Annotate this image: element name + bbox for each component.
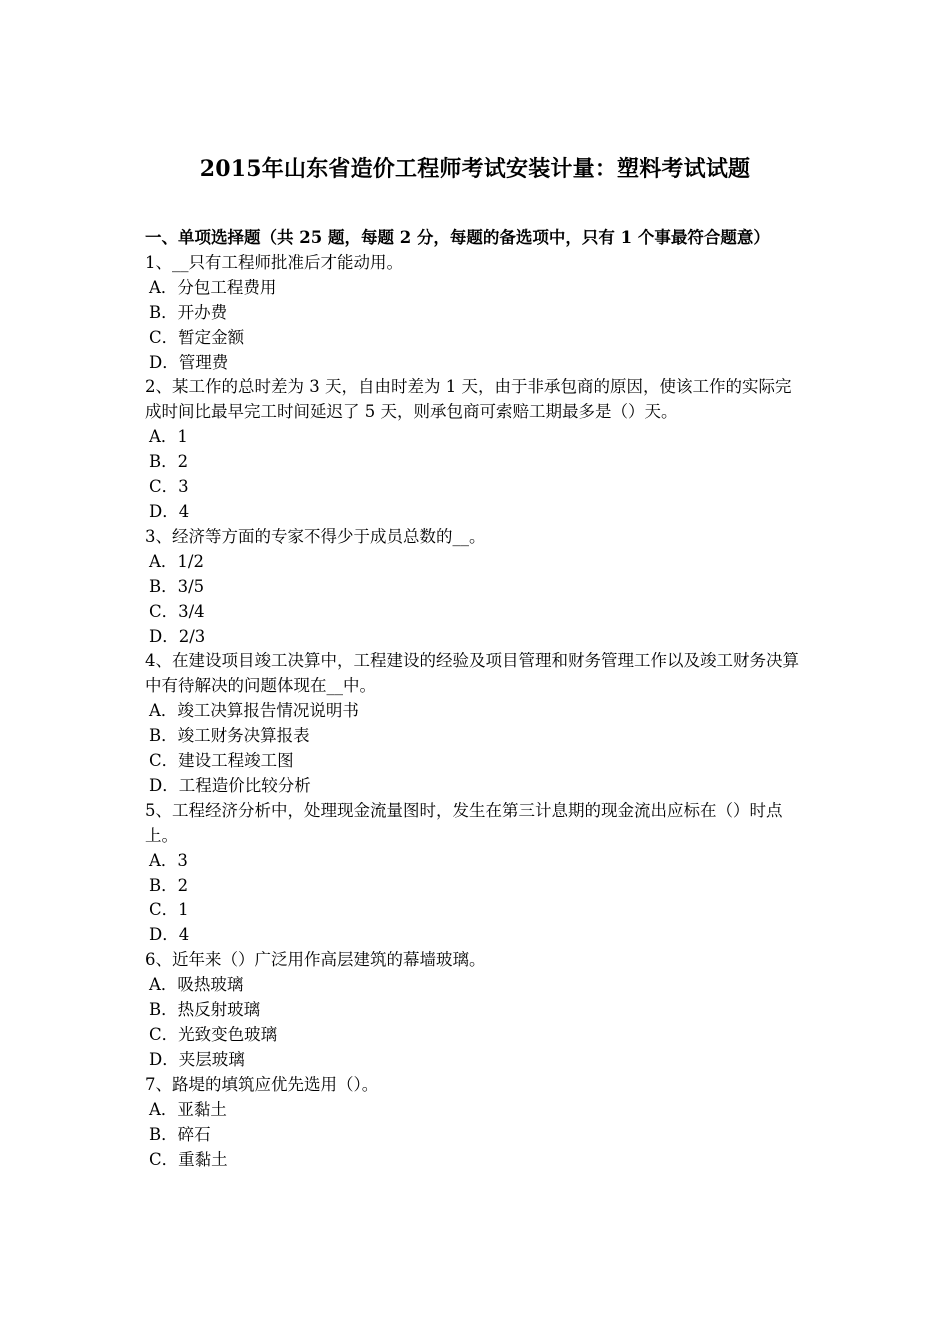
question-stem: 2、某工作的总时差为 3 天，自由时差为 1 天，由于非承包商的原因，使该工作的实际完成时间比最早完工时间延迟了 5 天，则承包商可索赔工期最多是（）天。 bbox=[145, 377, 792, 422]
document-title: 2015年山东省造价工程师考试安装计量：塑料考试试题 bbox=[199, 156, 751, 182]
question-option: C．光致变色玻璃 bbox=[149, 1025, 278, 1044]
question-option: A．3 bbox=[149, 850, 188, 870]
question-option: C．重黏土 bbox=[149, 1149, 228, 1169]
question-option: A．1 bbox=[149, 427, 188, 447]
question-stem: 3、经济等方面的专家不得少于成员总数的__。 bbox=[145, 526, 486, 546]
question-option: B．2 bbox=[149, 452, 189, 472]
question-option: D．4 bbox=[149, 501, 190, 521]
question-option: C．建设工程竣工图 bbox=[149, 751, 294, 771]
question-option: B．开办费 bbox=[149, 302, 228, 322]
question-option: B．2 bbox=[149, 875, 189, 895]
question-option: A．竣工决算报告情况说明书 bbox=[149, 701, 359, 721]
question-stem: 4、在建设项目竣工决算中，工程建设的经验及项目管理和财务管理工作以及竣工财务决算中有待解决的问题体现在__中。 bbox=[145, 651, 799, 696]
question-option: D．管理费 bbox=[149, 352, 229, 372]
question-option: C．暂定金额 bbox=[149, 327, 245, 347]
document-body bbox=[145, 226, 807, 1172]
question-option: C．3 bbox=[149, 477, 189, 497]
question-option: B．3/5 bbox=[149, 576, 205, 596]
question-option: D．2/3 bbox=[149, 626, 206, 646]
question-option: B．竣工财务决算报表 bbox=[149, 726, 310, 746]
question-option: A．1/2 bbox=[149, 551, 204, 571]
question-option: B．热反射玻璃 bbox=[149, 1000, 261, 1020]
question-option: C．3/4 bbox=[149, 601, 205, 621]
question-stem: 5、工程经济分析中，处理现金流量图时，发生在第三计息期的现金流出应标在（）时点上。 bbox=[145, 800, 783, 845]
question-option: A．亚黏土 bbox=[149, 1099, 227, 1119]
question-stem: 6、近年来（）广泛用作高层建筑的幕墙玻璃。 bbox=[145, 950, 486, 970]
question-stem: 1、__只有工程师批准后才能动用。 bbox=[145, 252, 403, 272]
question-option: A．分包工程费用 bbox=[149, 277, 277, 297]
section-heading: 一、单项选择题（共 25 题，每题 2 分，每题的备选项中，只有 1 个事最符合题意） bbox=[145, 228, 770, 247]
question-option: B．碎石 bbox=[149, 1124, 211, 1144]
question-option: D．夹层玻璃 bbox=[149, 1049, 245, 1069]
question-option: D．工程造价比较分析 bbox=[149, 775, 311, 795]
question-option: D．4 bbox=[149, 925, 190, 945]
question-option: C．1 bbox=[149, 900, 189, 920]
question-stem: 7、路堤的填筑应优先选用（）。 bbox=[145, 1074, 379, 1094]
question-option: A．吸热玻璃 bbox=[149, 975, 244, 995]
